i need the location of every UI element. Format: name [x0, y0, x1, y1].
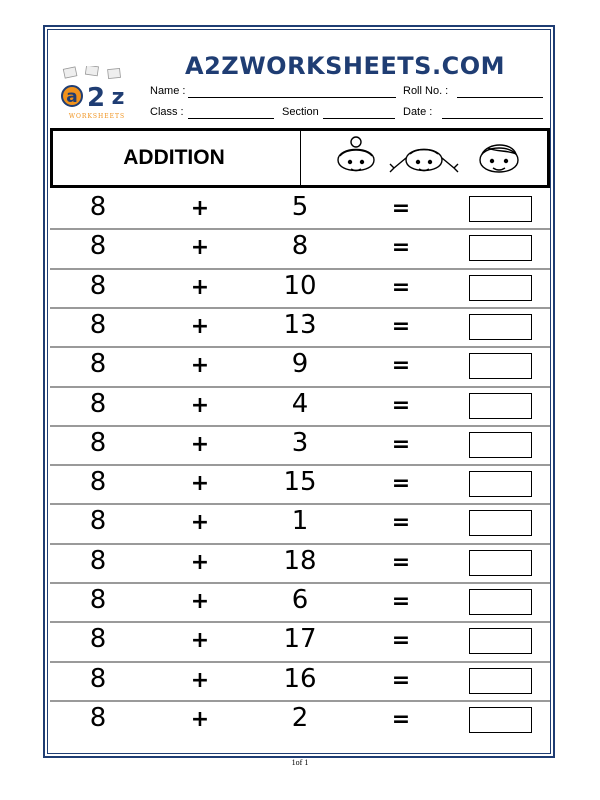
equals-sign: = — [391, 589, 411, 614]
answer-box[interactable] — [469, 393, 532, 419]
plus-sign: + — [190, 707, 210, 732]
problem-row — [50, 308, 550, 347]
second-number: 4 — [291, 389, 309, 419]
problem-row — [50, 190, 550, 229]
plus-sign: + — [190, 235, 210, 260]
answer-box[interactable] — [469, 432, 532, 458]
second-number: 18 — [283, 546, 317, 576]
roll-field[interactable] — [457, 97, 543, 98]
second-number: 2 — [291, 703, 309, 733]
second-number: 6 — [291, 585, 309, 615]
answer-box[interactable] — [469, 707, 532, 733]
equals-sign: = — [391, 393, 411, 418]
plus-sign: + — [190, 628, 210, 653]
plus-sign: + — [190, 550, 210, 575]
answer-box[interactable] — [469, 510, 532, 536]
first-number: 8 — [89, 467, 107, 497]
second-number: 10 — [283, 271, 317, 301]
equals-sign: = — [391, 235, 411, 260]
class-label: Class : — [150, 106, 184, 118]
first-number: 8 — [89, 506, 107, 536]
plus-sign: + — [190, 510, 210, 535]
section-label: Section — [282, 106, 319, 118]
answer-box[interactable] — [469, 196, 532, 222]
equals-sign: = — [391, 275, 411, 300]
second-number: 3 — [291, 428, 309, 458]
answer-box[interactable] — [469, 589, 532, 615]
equals-sign: = — [391, 432, 411, 457]
answer-box[interactable] — [469, 668, 532, 694]
second-number: 17 — [283, 624, 317, 654]
plus-sign: + — [190, 589, 210, 614]
first-number: 8 — [89, 310, 107, 340]
first-number: 8 — [89, 624, 107, 654]
first-number: 8 — [89, 231, 107, 261]
problem-row — [50, 662, 550, 701]
svg-text:2: 2 — [86, 83, 106, 113]
problem-row — [50, 426, 550, 465]
first-number: 8 — [89, 546, 107, 576]
svg-text:a: a — [66, 87, 78, 107]
answer-box[interactable] — [469, 550, 532, 576]
plus-sign: + — [190, 275, 210, 300]
first-number: 8 — [89, 585, 107, 615]
plus-sign: + — [190, 393, 210, 418]
name-field[interactable] — [188, 97, 396, 98]
first-number: 8 — [89, 192, 107, 222]
plus-sign: + — [190, 196, 210, 221]
second-number: 5 — [291, 192, 309, 222]
first-number: 8 — [89, 664, 107, 694]
second-number: 9 — [291, 349, 309, 379]
equals-sign: = — [391, 471, 411, 496]
problem-row — [50, 504, 550, 543]
second-number: 1 — [291, 506, 309, 536]
answer-box[interactable] — [469, 628, 532, 654]
problem-row — [50, 269, 550, 308]
second-number: 16 — [283, 664, 317, 694]
answer-box[interactable] — [469, 235, 532, 261]
answer-box[interactable] — [469, 314, 532, 340]
kids-faces-icon — [328, 134, 528, 184]
second-number: 13 — [283, 310, 317, 340]
svg-text:WORKSHEETS: WORKSHEETS — [68, 113, 126, 120]
problem-row — [50, 387, 550, 426]
equals-sign: = — [391, 668, 411, 693]
plus-sign: + — [190, 668, 210, 693]
answer-box[interactable] — [469, 275, 532, 301]
first-number: 8 — [89, 349, 107, 379]
section-field[interactable] — [323, 118, 395, 119]
answer-box[interactable] — [469, 471, 532, 497]
worksheet-title: ADDITION — [123, 146, 225, 169]
date-label: Date : — [403, 106, 433, 118]
svg-text:z: z — [111, 85, 125, 110]
a2z-logo-icon — [58, 66, 136, 122]
equals-sign: = — [391, 196, 411, 221]
date-field[interactable] — [442, 118, 543, 119]
first-number: 8 — [89, 428, 107, 458]
page-footer: 1of 1 — [291, 758, 309, 767]
name-label: Name : — [150, 85, 186, 97]
second-number: 8 — [291, 231, 309, 261]
plus-sign: + — [190, 314, 210, 339]
problem-row — [50, 701, 550, 740]
equals-sign: = — [391, 550, 411, 575]
plus-sign: + — [190, 432, 210, 457]
equals-sign: = — [391, 353, 411, 378]
equals-sign: = — [391, 510, 411, 535]
plus-sign: + — [190, 471, 210, 496]
equals-sign: = — [391, 314, 411, 339]
first-number: 8 — [89, 703, 107, 733]
problem-row — [50, 622, 550, 661]
roll-label: Roll No. : — [403, 85, 449, 97]
answer-box[interactable] — [469, 353, 532, 379]
title-divider — [300, 131, 301, 185]
equals-sign: = — [391, 707, 411, 732]
problem-row — [50, 229, 550, 268]
problem-row — [50, 465, 550, 504]
class-field[interactable] — [188, 118, 274, 119]
second-number: 15 — [283, 467, 317, 497]
plus-sign: + — [190, 353, 210, 378]
problem-row — [50, 583, 550, 622]
problem-row — [50, 544, 550, 583]
problem-row — [50, 347, 550, 386]
site-title: A2ZWORKSHEETS.COM — [185, 52, 505, 80]
first-number: 8 — [89, 271, 107, 301]
equals-sign: = — [391, 628, 411, 653]
first-number: 8 — [89, 389, 107, 419]
